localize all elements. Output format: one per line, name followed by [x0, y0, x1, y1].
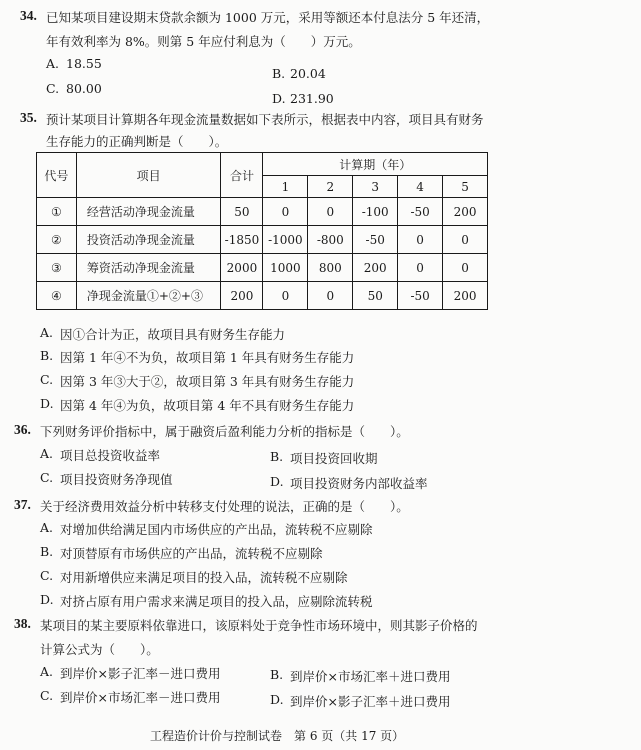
- option-text: 因①合计为正，故项目具有财务生存能力: [60, 327, 286, 342]
- row-value: 200: [353, 254, 398, 282]
- table-row: [37, 282, 488, 310]
- option-text: 到岸价×影子汇率＋进口费用: [290, 694, 451, 709]
- row-value: 50: [353, 282, 398, 310]
- option-label: A.: [46, 56, 60, 71]
- option-label: B.: [40, 348, 54, 363]
- option-label: C.: [40, 372, 54, 387]
- row-item: 经营活动净现金流量: [76, 198, 221, 226]
- table-row: [37, 198, 488, 226]
- row-total: 50: [221, 198, 263, 226]
- option-label: B.: [270, 449, 284, 464]
- header-total: 合计: [221, 153, 263, 198]
- option-text: 项目投资财务净现值: [60, 472, 173, 487]
- row-item: 净现金流量①+②+③: [76, 282, 221, 310]
- option-label: C.: [40, 568, 54, 583]
- option-text: 因第 4 年④为负，故项目第 4 年不具有财务生存能力: [60, 398, 355, 413]
- header-year: 1: [263, 176, 308, 198]
- option-text: 项目投资回收期: [290, 451, 378, 466]
- question-stem-line: 生存能力的正确判断是（ ）。: [46, 134, 228, 149]
- row-value: -100: [353, 198, 398, 226]
- option-text: 因第 1 年④不为负，故项目第 1 年具有财务生存能力: [60, 350, 355, 365]
- question-stem-line: 关于经济费用效益分析中转移支付处理的说法，正确的是（ ）。: [40, 499, 409, 514]
- row-value: -50: [353, 226, 398, 254]
- header-year: 4: [398, 176, 443, 198]
- option-label: D.: [270, 474, 284, 489]
- row-value: -50: [398, 282, 443, 310]
- header-year: 5: [443, 176, 488, 198]
- option-text: 项目总投资收益率: [60, 448, 161, 463]
- header-period: 计算期（年）: [263, 153, 488, 176]
- option-label: D.: [40, 396, 54, 411]
- row-value: 0: [443, 254, 488, 282]
- table-row: [37, 254, 488, 282]
- question-stem-line: 计算公式为（ ）。: [40, 642, 159, 657]
- row-total: 200: [221, 282, 263, 310]
- table-row: [37, 226, 488, 254]
- option-label: B.: [270, 667, 284, 682]
- option-text: 到岸价×市场汇率＋进口费用: [290, 669, 451, 684]
- option-label: D.: [270, 692, 284, 707]
- row-value: 0: [443, 226, 488, 254]
- question-stem-line: 已知某项目建设期末贷款余额为 1000 万元，采用等额还本付息法分 5 年还清，: [46, 10, 490, 25]
- option-label: B.: [272, 66, 286, 81]
- option-label: C.: [40, 688, 54, 703]
- row-value: -50: [398, 198, 443, 226]
- option-label: A.: [40, 520, 54, 535]
- page-footer: 工程造价计价与控制试卷 第 6 页（共 17 页）: [150, 729, 405, 743]
- question-number: 35.: [20, 110, 37, 125]
- option-label: B.: [40, 544, 54, 559]
- option-text: 项目投资财务内部收益率: [290, 476, 428, 491]
- row-item: 投资活动净现金流量: [76, 226, 221, 254]
- row-value: 0: [308, 198, 353, 226]
- header-item: 项目: [76, 153, 221, 198]
- row-code: ③: [37, 254, 77, 282]
- header-year: 2: [308, 176, 353, 198]
- question-stem-line: 年有效利率为 8%。则第 5 年应付利息为（ ）万元。: [46, 34, 361, 49]
- option-text: 18.55: [66, 56, 102, 71]
- question-stem-line: 下列财务评价指标中，属于融资后盈利能力分析的指标是（ ）。: [40, 424, 409, 439]
- question-stem-line: 预计某项目计算期各年现金流量数据如下表所示，根据表中内容，项目具有财务: [46, 112, 484, 127]
- header-code: 代号: [37, 153, 77, 198]
- row-value: 0: [398, 226, 443, 254]
- option-label: A.: [40, 664, 54, 679]
- option-label: D.: [40, 592, 54, 607]
- row-value: 0: [263, 198, 308, 226]
- row-value: 0: [263, 282, 308, 310]
- row-code: ④: [37, 282, 77, 310]
- option-label: A.: [40, 446, 54, 461]
- row-value: 800: [308, 254, 353, 282]
- option-text: 到岸价×影子汇率－进口费用: [60, 666, 221, 681]
- cash-flow-table: [36, 152, 488, 310]
- option-text: 因第 3 年③大于②，故项目第 3 年具有财务生存能力: [60, 374, 355, 389]
- option-text: 到岸价×市场汇率－进口费用: [60, 690, 221, 705]
- row-value: 200: [443, 198, 488, 226]
- option-text: 对顶替原有市场供应的产出品，流转税不应剔除: [60, 546, 323, 561]
- option-label: A.: [40, 325, 54, 340]
- row-total: -1850: [221, 226, 263, 254]
- question-number: 38.: [14, 616, 31, 631]
- row-total: 2000: [221, 254, 263, 282]
- question-number: 36.: [14, 422, 31, 437]
- question-stem-line: 某项目的某主要原料依靠进口，该原料处于竞争性市场环境中，则其影子价格的: [40, 618, 478, 633]
- row-value: 200: [443, 282, 488, 310]
- option-label: C.: [46, 81, 60, 96]
- row-value: 0: [308, 282, 353, 310]
- option-text: 80.00: [66, 81, 102, 96]
- question-number: 37.: [14, 497, 31, 512]
- option-label: D.: [272, 91, 286, 106]
- row-value: 1000: [263, 254, 308, 282]
- row-value: -800: [308, 226, 353, 254]
- row-code: ②: [37, 226, 77, 254]
- option-text: 对增加供给满足国内市场供应的产出品，流转税不应剔除: [60, 522, 373, 537]
- row-value: -1000: [263, 226, 308, 254]
- option-text: 对挤占原有用户需求来满足项目的投入品，应剔除流转税: [60, 594, 373, 609]
- option-text: 对用新增供应来满足项目的投入品，流转税不应剔除: [60, 570, 348, 585]
- header-year: 3: [353, 176, 398, 198]
- option-label: C.: [40, 470, 54, 485]
- row-value: 0: [398, 254, 443, 282]
- row-code: ①: [37, 198, 77, 226]
- question-number: 34.: [20, 8, 37, 23]
- row-item: 筹资活动净现金流量: [76, 254, 221, 282]
- option-text: 231.90: [290, 91, 334, 106]
- option-text: 20.04: [290, 66, 326, 81]
